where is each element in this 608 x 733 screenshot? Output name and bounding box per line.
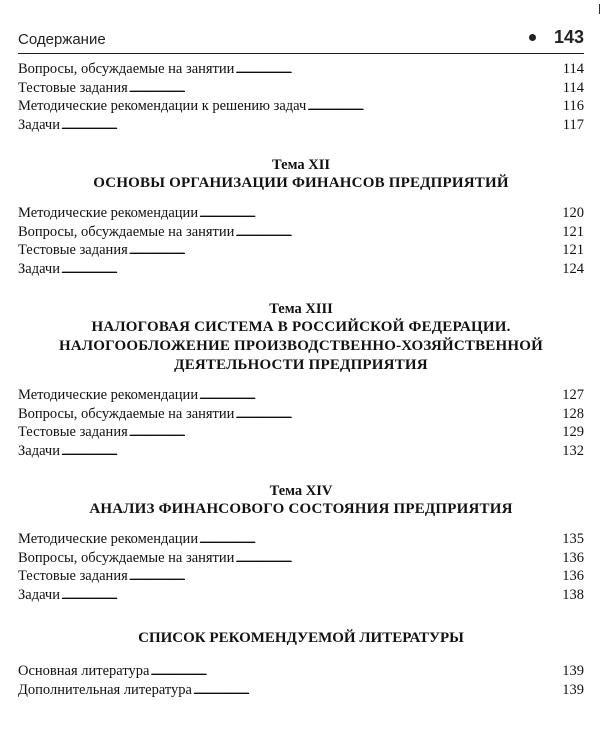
page-number: 143 (553, 27, 584, 47)
toc-entry-title: Методические рекомендации (18, 387, 199, 403)
bullet-icon (529, 34, 536, 41)
toc-entry-title: Задачи (18, 260, 60, 277)
toc-group-continued (18, 60, 584, 134)
dot-leader (150, 662, 561, 681)
toc-entry-page: 117 (562, 116, 584, 133)
topic-13-heading (18, 300, 584, 375)
toc-entry[interactable] (18, 681, 584, 700)
running-header (18, 22, 584, 54)
corner-crop-mark (599, 4, 600, 14)
topic-title-line: НАЛОГОВАЯ СИСТЕМА В РОССИЙСКОЙ ФЕДЕРАЦИИ. (91, 319, 511, 335)
dot-leader (61, 442, 561, 461)
dot-leader (199, 204, 561, 223)
toc-entry-title: Вопросы, обсуждаемые на занятии (18, 549, 235, 566)
toc-entry[interactable] (18, 386, 584, 405)
topic-label: Тема XIV (269, 483, 333, 499)
dot-leader (235, 549, 561, 568)
toc-entry-title: Задачи (18, 116, 60, 133)
dot-leader (235, 223, 561, 242)
dot-leader (61, 586, 561, 605)
toc-entry[interactable] (18, 530, 584, 549)
dot-leader (129, 241, 562, 260)
toc-entry[interactable] (18, 662, 584, 681)
toc-entry[interactable] (18, 423, 584, 442)
toc-entry-page: 129 (562, 424, 584, 440)
toc-entry-title: Основная литература (18, 663, 150, 679)
toc-entry[interactable] (18, 223, 584, 242)
table-of-contents (18, 60, 584, 699)
toc-entry-page: 116 (562, 98, 584, 114)
toc-entry[interactable] (18, 260, 584, 279)
toc-entry-page: 127 (562, 387, 584, 403)
toc-entry-title: Методические рекомендации (18, 531, 199, 547)
toc-entry[interactable] (18, 241, 584, 260)
toc-entry-title: Вопросы, обсуждаемые на занятии (18, 405, 235, 422)
toc-entry[interactable] (18, 79, 584, 98)
toc-entry-title: Тестовые задания (18, 424, 128, 440)
toc-group-topic-13 (18, 386, 584, 460)
dot-leader (193, 681, 561, 700)
toc-entry-page: 114 (562, 79, 584, 96)
topic-14-heading (18, 482, 584, 519)
page-number-block (529, 27, 584, 48)
dot-leader (129, 567, 562, 586)
topic-12-heading (18, 156, 584, 193)
dot-leader (199, 386, 561, 405)
dot-leader (235, 405, 561, 424)
toc-entry-page: 128 (562, 405, 584, 422)
toc-entry[interactable] (18, 116, 584, 135)
toc-group-literature (18, 662, 584, 699)
toc-entry-title: Вопросы, обсуждаемые на занятии (18, 61, 235, 77)
toc-entry[interactable] (18, 586, 584, 605)
toc-entry[interactable] (18, 549, 584, 568)
toc-entry-page: 136 (562, 549, 584, 566)
dot-leader (129, 79, 562, 98)
toc-entry-title: Тестовые задания (18, 242, 128, 258)
toc-entry-title: Задачи (18, 586, 60, 603)
toc-entry-page: 136 (562, 568, 584, 584)
dot-leader (61, 260, 561, 279)
dot-leader (199, 530, 561, 549)
toc-entry-page: 139 (562, 681, 584, 698)
literature-heading: СПИСОК РЕКОМЕНДУЕМОЙ ЛИТЕРАТУРЫ (138, 630, 464, 646)
toc-entry-page: 132 (562, 442, 584, 459)
toc-entry-title: Методические рекомендации (18, 205, 199, 221)
toc-entry-title: Тестовые задания (18, 568, 128, 584)
toc-entry-title: Тестовые задания (18, 79, 128, 96)
toc-group-topic-14 (18, 530, 584, 604)
toc-group-topic-12 (18, 204, 584, 278)
topic-label: Тема XIII (269, 301, 333, 317)
toc-entry-page: 138 (562, 586, 584, 603)
toc-entry-page: 120 (562, 205, 584, 221)
toc-entry[interactable] (18, 405, 584, 424)
dot-leader (129, 423, 562, 442)
toc-entry[interactable] (18, 567, 584, 586)
toc-entry-title: Вопросы, обсуждаемые на занятии (18, 223, 235, 240)
dot-leader (307, 97, 561, 116)
toc-entry[interactable] (18, 204, 584, 223)
topic-title-line: ДЕЯТЕЛЬНОСТИ ПРЕДПРИЯТИЯ (174, 357, 428, 373)
topic-title-line: НАЛОГООБЛОЖЕНИЕ ПРОИЗВОДСТВЕННО-ХОЗЯЙСТВЕННОЙ (59, 338, 543, 354)
toc-entry-page: 114 (562, 61, 584, 77)
toc-entry-page: 121 (562, 223, 584, 240)
running-title: Содержание (18, 31, 106, 48)
toc-entry-page: 124 (562, 260, 584, 277)
toc-entry-title: Дополнительная литература (18, 681, 192, 698)
dot-leader (61, 116, 562, 135)
toc-entry-page: 139 (562, 663, 584, 679)
toc-entry-title: Методические рекомендации к решению задач (18, 98, 307, 114)
toc-entry[interactable] (18, 97, 584, 116)
topic-label: Тема XII (272, 157, 330, 173)
toc-entry[interactable] (18, 442, 584, 461)
toc-entry-page: 135 (562, 531, 584, 547)
topic-title: ОСНОВЫ ОРГАНИЗАЦИИ ФИНАНСОВ ПРЕДПРИЯТИЙ (93, 175, 509, 191)
toc-entry-title: Задачи (18, 442, 60, 459)
dot-leader (235, 60, 561, 79)
topic-title: АНАЛИЗ ФИНАНСОВОГО СОСТОЯНИЯ ПРЕДПРИЯТИЯ (89, 501, 513, 517)
toc-entry[interactable] (18, 60, 584, 79)
toc-entry-page: 121 (562, 242, 584, 258)
